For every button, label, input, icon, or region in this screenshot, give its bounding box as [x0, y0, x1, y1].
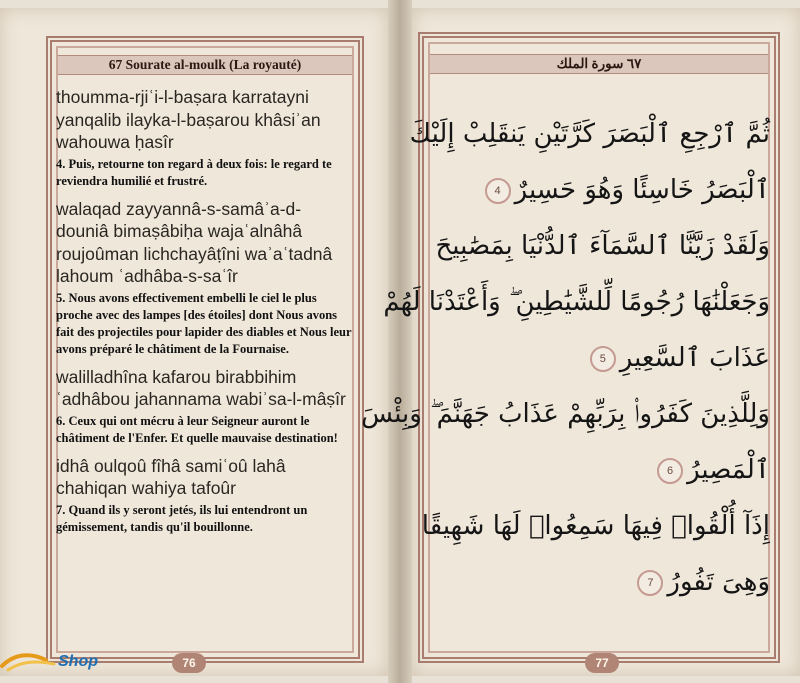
transliteration-line: walilladhîna kafarou birabbihim [56, 366, 297, 387]
verse-block [56, 366, 356, 447]
left-page-number: 76 [172, 653, 206, 673]
shop-logo[interactable] [0, 647, 120, 677]
arabic-text: ٱلْمَصِيرُ [687, 455, 770, 485]
verse-translation: 4. Puis, retourne ton regard à deux fois: le regard te reviendra humilié et frustré. [56, 156, 332, 188]
transliteration-line: idhâ oulqoû fîhâ samiʿoû lahâ [56, 455, 286, 476]
arabic-verse-line [432, 162, 770, 218]
arabic-text: وَلِلَّذِينَ كَفَرُوا۟ بِرَبِّهِمْ عَذَابُ جَهَنَّمَ ۖ وَبِئْسَ [361, 399, 770, 429]
verse-block [56, 86, 356, 190]
verse-translation: 6. Ceux qui ont mécru à leur Seigneur auront le châtiment de l'Enfer. Et quelle mauvaise destination! [56, 413, 338, 445]
left-page [0, 8, 388, 676]
arabic-text: وَلَقَدْ زَيَّنَّا ٱلسَّمَآءَ ٱلدُّنْيَا بِمَصَٰبِيحَ [435, 231, 770, 261]
arabic-verse-line [409, 106, 770, 162]
arabic-verse-line [432, 442, 770, 498]
left-page-header: 67 Sourate al-moulk (La royauté) [58, 55, 352, 75]
arabic-text: وَجَعَلْنَٰهَا رُجُومًا لِّلشَّيَٰطِينِ ۖ وَأَعْتَدْنَا لَهُمْ [383, 287, 770, 317]
right-page [361, 8, 800, 676]
arabic-verse-line [383, 274, 770, 330]
transliteration-line: douniâ bimaṣâbiḥa wajaʿalnâhâ [56, 221, 303, 241]
swoosh-logo-icon [0, 650, 60, 674]
transliteration-line: walaqad zayyannâ-s-samâʾa-d- [56, 198, 302, 219]
transliteration-line: yanqalib ilayka-l-baṣarou khâsiʾan [56, 109, 321, 130]
arabic-verse-line [432, 330, 770, 386]
transliteration-line: lahoum ʿadhâba-s-saʿîr [56, 266, 238, 286]
book-gutter [388, 0, 412, 683]
verse-translation: 5. Nous avons effectivement embelli le ciel le plus proche avec des lampes [des étoiles] dont Nous avons fait des projectiles pour lapider des diables et Nous leur avons préparé le châtiment de la Fournaise. [56, 290, 352, 356]
transliteration-line: chahiqan wahiya tafoûr [56, 478, 236, 498]
transliteration-line: ʿadhâbou jahannama wabiʾsa-l-mâṣîr [56, 389, 346, 409]
arabic-text: ثُمَّ ٱرْجِعِ ٱلْبَصَرَ كَرَّتَيْنِ يَنقَلِبْ إِلَيْكَ [409, 119, 770, 149]
ayah-number-marker: 4 [485, 178, 511, 204]
arabic-text: عَذَابَ ٱلسَّعِيرِ [619, 343, 770, 373]
arabic-verse-line [432, 218, 770, 274]
arabic-verse-line [421, 498, 770, 554]
right-page-number: 77 [585, 653, 619, 673]
right-page-header: ٦٧ سورة الملك [430, 54, 768, 74]
arabic-text: وَهِىَ تَفُورُ [667, 567, 770, 597]
verse-block [56, 198, 356, 358]
ayah-number-marker: 5 [590, 346, 616, 372]
transliteration-line: thoumma-rjiʿi-l-baṣara karratayni [56, 87, 309, 107]
arabic-verse-line [432, 554, 770, 610]
verse-block [56, 455, 356, 536]
arabic-verse-line [361, 386, 770, 442]
transliteration-line: wahouwa ḥasîr [56, 132, 174, 152]
logo-text: Shop [58, 653, 98, 670]
left-page-content [56, 86, 356, 544]
ayah-number-marker: 6 [657, 458, 683, 484]
right-page-content [361, 106, 770, 610]
arabic-text: إِذَآ أُلْقُوا۟ فِيهَا سَمِعُوا۟ لَهَا شَهِيقًا [421, 511, 770, 541]
transliteration-line: roujoûman lichchayâṭîni waʾaʿtadnâ [56, 243, 333, 264]
verse-translation: 7. Quand ils y seront jetés, ils lui entendront un gémissement, tandis qu'il bouillonne. [56, 502, 308, 534]
arabic-text: ٱلْبَصَرُ خَاسِئًا وَهُوَ حَسِيرٌ [514, 175, 770, 205]
ayah-number-marker: 7 [637, 570, 663, 596]
